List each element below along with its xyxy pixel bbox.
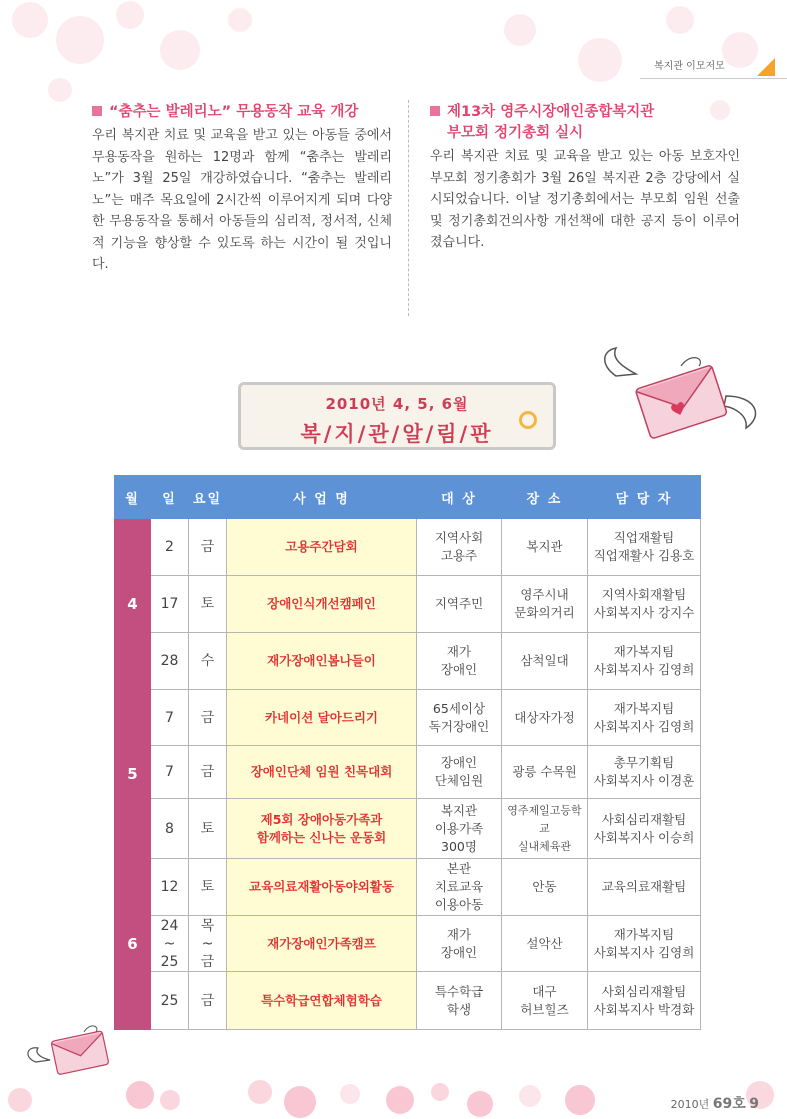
table-row	[115, 916, 701, 972]
col-event: 사 업 명	[227, 476, 417, 519]
article-parents-body: 우리 복지관 치료 및 교육을 받고 있는 아동 보호자인 부모회 정기총회가 3월 26일 복지관 2층 강당에서 실시되었습니다. 이날 정기총회에서는 부모회 임원 선출 및 정기총회건의사항 개선책에 대한 공지 등이 이루어졌습니다.	[430, 149, 740, 250]
cell-day: 25	[151, 972, 189, 1030]
cell-weekday: 금	[189, 972, 227, 1030]
square-bullet-icon	[430, 106, 440, 116]
cell-target: 장애인 단체임원	[417, 746, 502, 799]
cell-event: 카네이션 달아드리기	[227, 690, 417, 746]
col-place: 장 소	[502, 476, 588, 519]
cell-manager: 재가복지팀 사회복지사 김영희	[588, 916, 701, 972]
banner-subtitle: 2010년 4, 5, 6월	[325, 395, 469, 413]
section-tag	[640, 56, 787, 79]
cell-weekday: 토	[189, 799, 227, 859]
cell-day: 2	[151, 519, 189, 576]
cell-target: 재가 장애인	[417, 916, 502, 972]
ring-icon	[519, 411, 537, 429]
cell-manager: 사회심리재활팀 사회복지사 이승희	[588, 799, 701, 859]
cell-event: 제5회 장애아동가족과 함께하는 신나는 운동회	[227, 799, 417, 859]
cell-event: 교육의료재활아동야외활동	[227, 859, 417, 916]
cell-event: 장애인단체 임원 친목대회	[227, 746, 417, 799]
notice-board-banner	[238, 382, 556, 450]
cell-day: 28	[151, 633, 189, 690]
cell-event: 재가장애인가족캠프	[227, 916, 417, 972]
small-envelope-icon	[24, 1018, 124, 1084]
cell-event: 특수학급연합체험학습	[227, 972, 417, 1030]
cell-day: 7	[151, 690, 189, 746]
cell-target: 재가 장애인	[417, 633, 502, 690]
banner-title: 복/지/관/알/림/판	[300, 422, 494, 446]
cell-manager: 지역사회재활팀 사회복지사 강지수	[588, 576, 701, 633]
cell-event: 장애인식개선캠페인	[227, 576, 417, 633]
square-bullet-icon	[92, 106, 102, 116]
cell-weekday: 금	[189, 746, 227, 799]
cell-weekday: 수	[189, 633, 227, 690]
table-row	[115, 746, 701, 799]
table-row	[115, 690, 701, 746]
cell-day: 17	[151, 576, 189, 633]
cell-place: 대상자가정	[502, 690, 588, 746]
article-ballet-body: 우리 복지관 치료 및 교육을 받고 있는 아동들 중에서 무용동작을 원하는 12명과 함께 “춤추는 발레리노”가 3월 25일 개강하였습니다. “춤추는 발레리노”는 매주 목요일에 2시간씩 이루어지게 되며 다양한 무용동작을 통해서 아동들의 심리적, 정서적, 신체적 기능을 향상할 수 있도록 하는 시간이 될 것입니다.	[92, 128, 392, 272]
cell-weekday: 금	[189, 690, 227, 746]
schedule-table	[114, 475, 701, 1030]
section-tag-label: 복지관 이모저모	[654, 61, 725, 72]
article-parents-title: 제13차 영주시장애인종합복지관 부모회 정기총회 실시	[430, 102, 740, 144]
cell-target: 본관 치료교육 이용아동	[417, 859, 502, 916]
cell-weekday: 금	[189, 519, 227, 576]
winged-envelope-icon	[596, 336, 766, 446]
article-parents-meeting	[430, 102, 740, 254]
col-manager: 담 당 자	[588, 476, 701, 519]
cell-day: 8	[151, 799, 189, 859]
table-header-row	[115, 476, 701, 519]
cell-day: 7	[151, 746, 189, 799]
cell-target: 지역주민	[417, 576, 502, 633]
article-ballet	[92, 102, 392, 276]
cell-target: 65세이상 독거장애인	[417, 690, 502, 746]
cell-manager: 재가복지팀 사회복지사 김영희	[588, 633, 701, 690]
tag-corner-icon	[757, 58, 775, 76]
cell-target: 지역사회 고용주	[417, 519, 502, 576]
cell-place: 영주제일고등학교 실내체육관	[502, 799, 588, 859]
col-target: 대 상	[417, 476, 502, 519]
cell-weekday: 토	[189, 576, 227, 633]
page-number: 9	[749, 1096, 759, 1112]
table-row	[115, 972, 701, 1030]
cell-target: 복지관 이용가족 300명	[417, 799, 502, 859]
cell-month: 4	[115, 519, 151, 690]
cell-event: 고용주간담회	[227, 519, 417, 576]
cell-manager: 직업재활팀 직업재활사 김용호	[588, 519, 701, 576]
cell-manager: 총무기획팀 사회복지사 이경훈	[588, 746, 701, 799]
cell-place: 안동	[502, 859, 588, 916]
col-day: 일	[151, 476, 189, 519]
cell-place: 대구 허브힐즈	[502, 972, 588, 1030]
col-weekday: 요일	[189, 476, 227, 519]
cell-day: 24 ~ 25	[151, 916, 189, 972]
cell-manager: 교육의료재활팀	[588, 859, 701, 916]
table-row	[115, 576, 701, 633]
table-row	[115, 519, 701, 576]
col-month: 월	[115, 476, 151, 519]
cell-weekday: 토	[189, 859, 227, 916]
cell-place: 설악산	[502, 916, 588, 972]
cell-event: 재가장애인봄나들이	[227, 633, 417, 690]
cell-month: 5	[115, 690, 151, 859]
table-row	[115, 799, 701, 859]
footer-issue: 2010년 69호 9	[670, 1096, 759, 1112]
cell-manager: 사회심리재활팀 사회복지사 박경화	[588, 972, 701, 1030]
article-ballet-title: “춤추는 발레리노” 무용동작 교육 개강	[92, 102, 392, 123]
cell-weekday: 목 ~ 금	[189, 916, 227, 972]
cell-place: 복지관	[502, 519, 588, 576]
table-row	[115, 633, 701, 690]
cell-place: 영주시내 문화의거리	[502, 576, 588, 633]
cell-target: 특수학급 학생	[417, 972, 502, 1030]
cell-place: 삼척일대	[502, 633, 588, 690]
cell-month: 6	[115, 859, 151, 1030]
cell-day: 12	[151, 859, 189, 916]
column-divider	[408, 100, 409, 316]
table-row	[115, 859, 701, 916]
cell-manager: 재가복지팀 사회복지사 김영희	[588, 690, 701, 746]
cell-place: 광릉 수목원	[502, 746, 588, 799]
